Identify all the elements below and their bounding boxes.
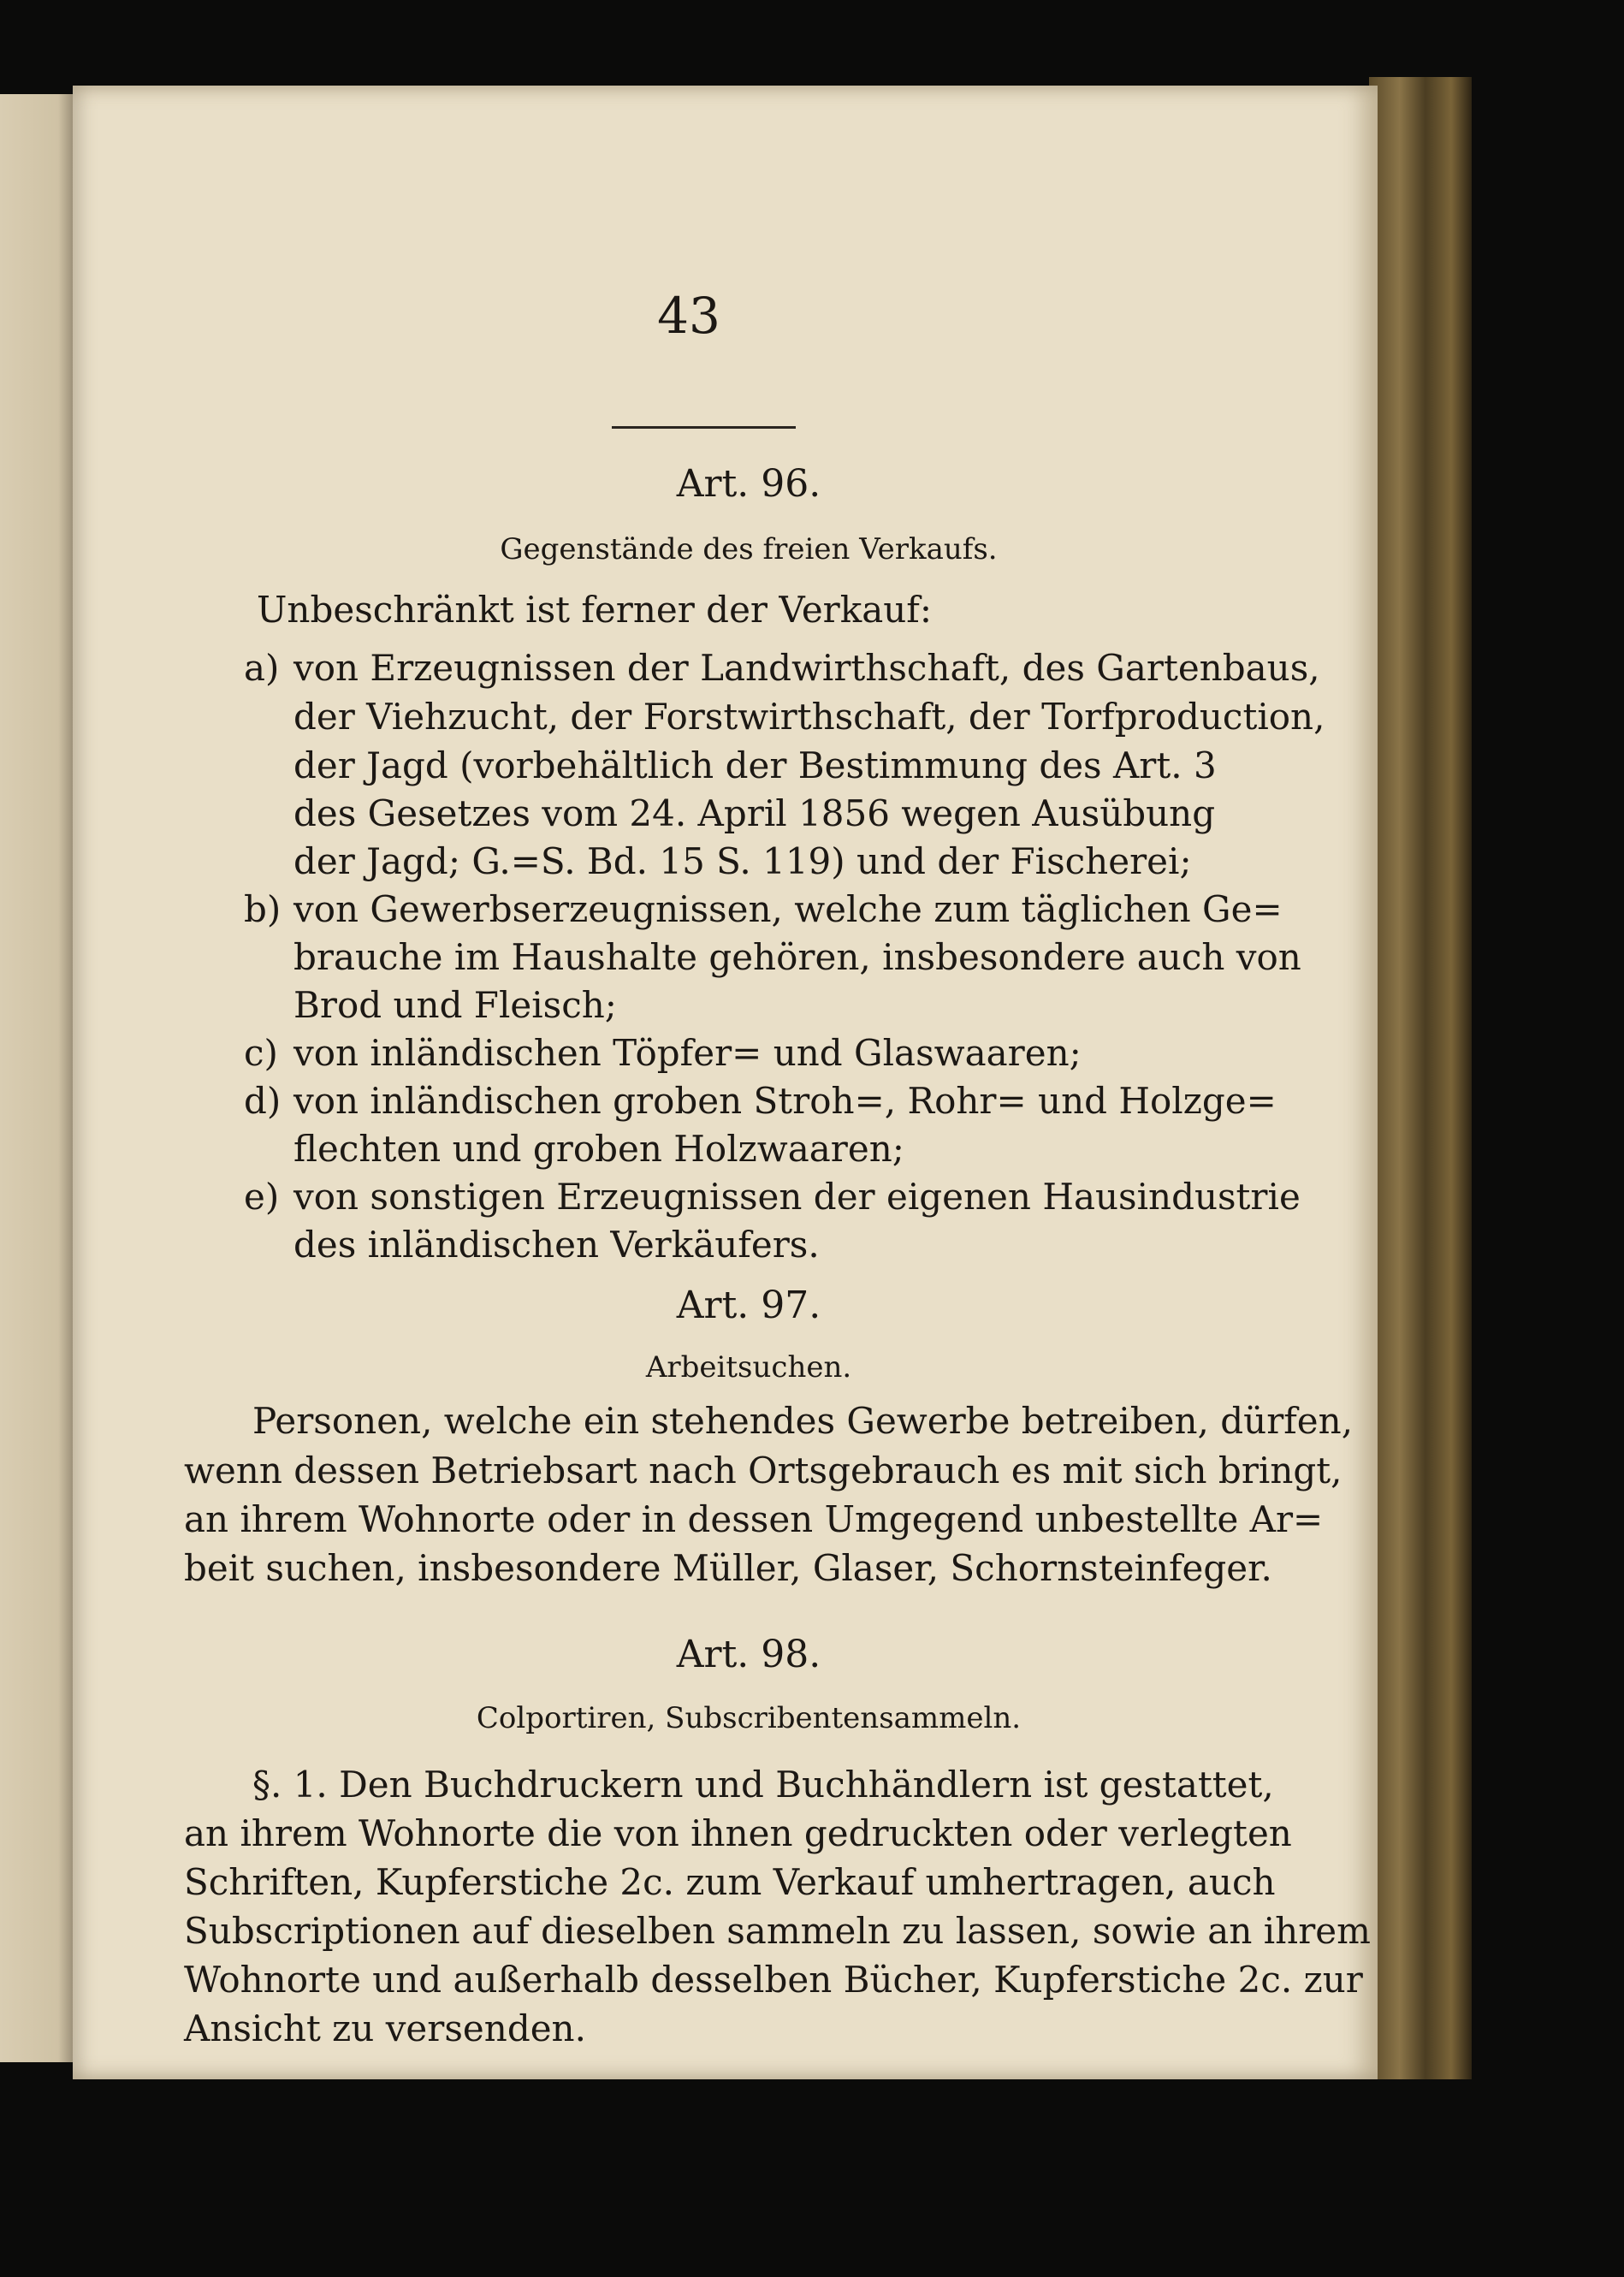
left-page-edge <box>0 94 73 2062</box>
art96-heading: Art. 96. <box>676 462 821 506</box>
art96-item-a-line: der Jagd; G.=S. Bd. 15 S. 119) und der Fischerei; <box>293 840 1192 882</box>
art96-item-b-label: b) <box>244 888 282 930</box>
art97-subheading: Arbeitsuchen. <box>645 1350 852 1385</box>
art96-intro: Unbeschränkt ist ferner der Verkauf: <box>257 589 932 631</box>
art96-item-c-line: von inländischen Töpfer= und Glaswaaren; <box>293 1032 1082 1074</box>
art96-item-a-line: von Erzeugnissen der Landwirthschaft, des Gartenbaus, <box>293 647 1320 689</box>
art98-heading: Art. 98. <box>676 1633 821 1676</box>
art98-subheading: Colportiren, Subscribentensammeln. <box>476 1701 1022 1735</box>
page-number-rule <box>612 426 796 429</box>
art96-item-a-label: a) <box>244 647 280 689</box>
art96-item-c-label: c) <box>244 1032 278 1074</box>
art96-item-d-line: von inländischen groben Stroh=, Rohr= und Holzge= <box>293 1080 1277 1122</box>
art97-line: wenn dessen Betriebsart nach Ortsgebrauch es mit sich bringt, <box>184 1450 1342 1491</box>
art96-item-d-label: d) <box>244 1080 282 1122</box>
art97-line: an ihrem Wohnorte oder in dessen Umgegend unbestellte Ar= <box>184 1498 1324 1540</box>
art97-line: Personen, welche ein stehendes Gewerbe betreiben, dürfen, <box>252 1400 1354 1442</box>
art98-line: Wohnorte und außerhalb desselben Bücher, Kupferstiche 2c. zur <box>184 1959 1363 2001</box>
art96-item-a-line: der Jagd (vorbehältlich der Bestimmung des Art. 3 <box>293 744 1217 786</box>
art96-item-d-line: flechten und groben Holzwaaren; <box>293 1128 904 1170</box>
art96-item-e-label: e) <box>244 1176 280 1218</box>
art96-item-b-line: brauche im Haushalte gehören, insbesondere auch von <box>293 936 1301 978</box>
art96-item-e-line: des inländischen Verkäufers. <box>293 1224 820 1266</box>
page-number: 43 <box>657 287 720 345</box>
book-cover-edge <box>1369 77 1472 2079</box>
art98-line: Subscriptionen auf dieselben sammeln zu lassen, sowie an ihrem <box>184 1910 1371 1952</box>
book-page <box>73 86 1378 2079</box>
art97-heading: Art. 97. <box>676 1284 821 1327</box>
art96-item-e-line: von sonstigen Erzeugnissen der eigenen Hausindustrie <box>293 1176 1301 1218</box>
art96-item-a-line: des Gesetzes vom 24. April 1856 wegen Ausübung <box>293 792 1216 834</box>
art96-item-b-line: Brod und Fleisch; <box>293 984 617 1026</box>
art98-line: Schriften, Kupferstiche 2c. zum Verkauf umhertragen, auch <box>184 1861 1276 1903</box>
art96-subheading: Gegenstände des freien Verkaufs. <box>500 532 998 566</box>
art98-line: §. 1. Den Buchdruckern und Buchhändlern ist gestattet, <box>252 1764 1274 1806</box>
art98-line: Ansicht zu versenden. <box>184 2007 586 2049</box>
art96-item-b-line: von Gewerbserzeugnissen, welche zum täglichen Ge= <box>293 888 1283 930</box>
art98-line: an ihrem Wohnorte die von ihnen gedruckten oder verlegten <box>184 1812 1292 1854</box>
art96-item-a-line: der Viehzucht, der Forstwirthschaft, der Torfproduction, <box>293 696 1325 738</box>
art97-line: beit suchen, insbesondere Müller, Glaser, Schornsteinfeger. <box>184 1547 1272 1589</box>
